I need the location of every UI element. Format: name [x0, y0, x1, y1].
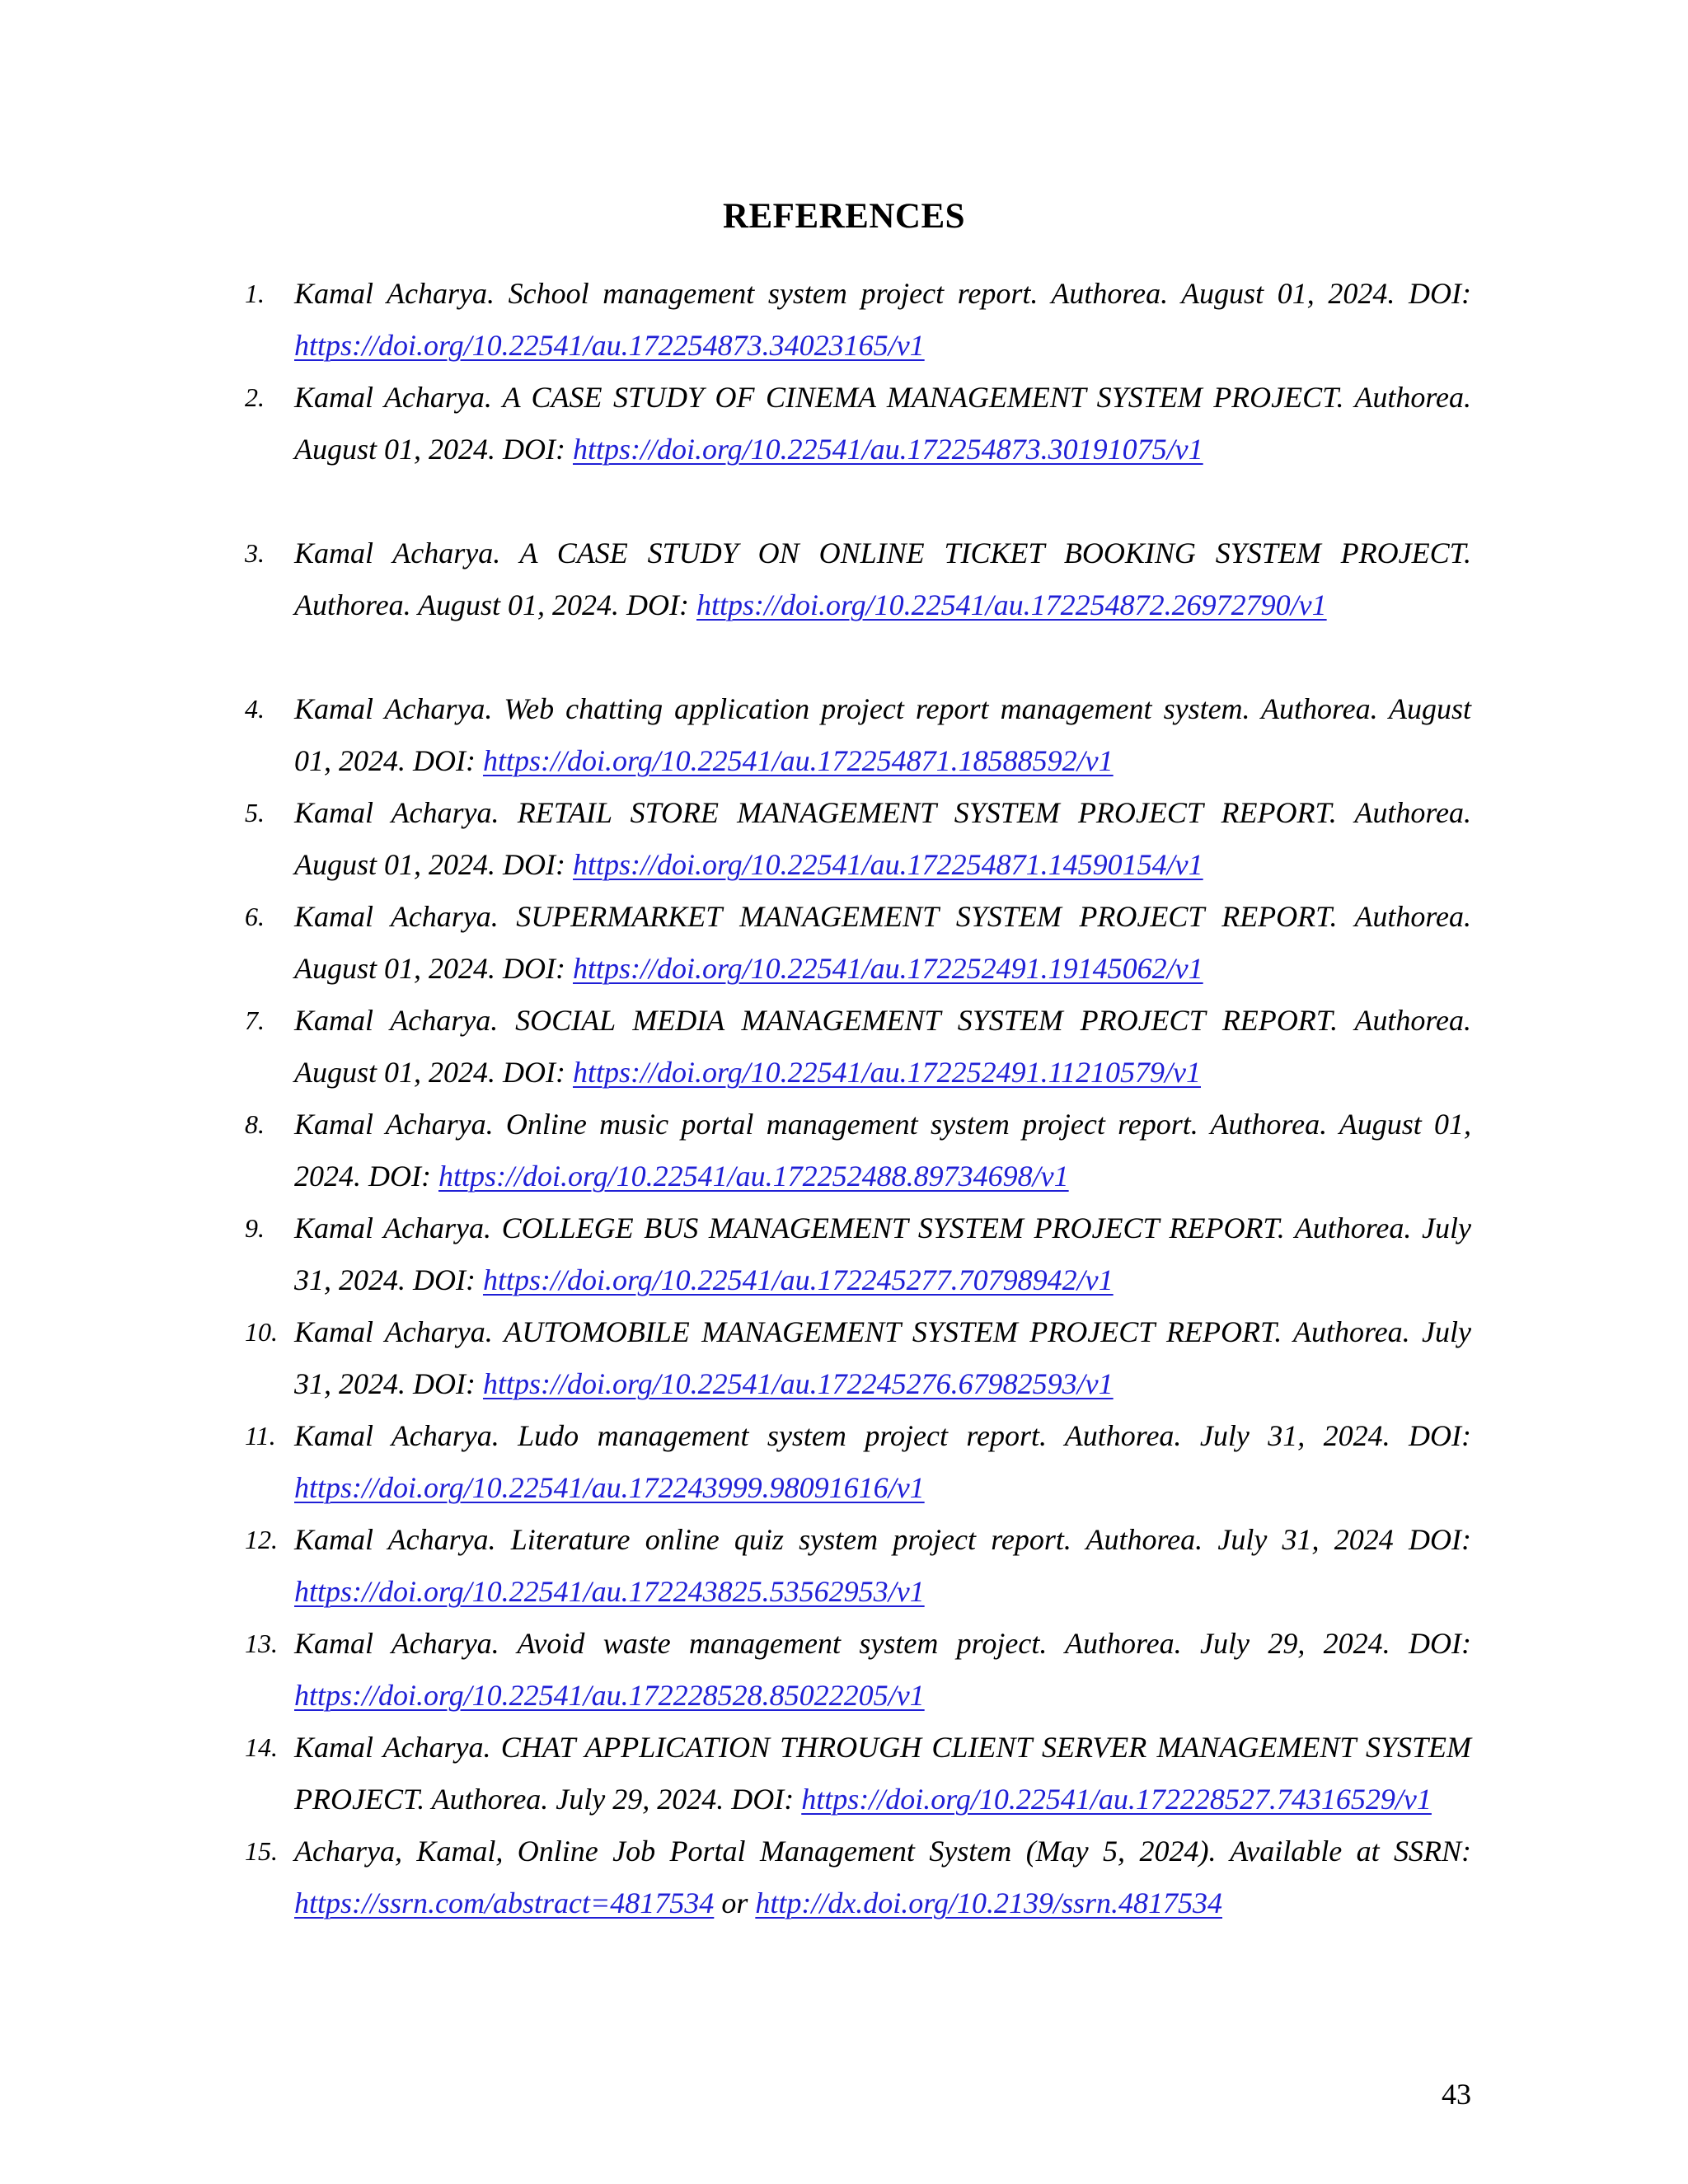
doi-link[interactable]: https://doi.org/10.22541/au.172228527.74316529/v1	[801, 1783, 1432, 1816]
doi-link[interactable]: https://doi.org/10.22541/au.172228528.85022205/v1	[294, 1679, 925, 1712]
reference-citation: Kamal Acharya. RETAIL STORE MANAGEMENT SYSTEM PROJECT REPORT. Authorea. August 01, 2024. DOI:	[294, 796, 1471, 881]
reference-text	[294, 527, 1471, 631]
reference-number: 12.	[245, 1525, 278, 1554]
reference-number: 2.	[245, 382, 265, 412]
reference-text	[294, 787, 1471, 891]
reference-text	[294, 372, 1471, 476]
reference-number: 10.	[245, 1317, 278, 1347]
ssrn-link[interactable]: https://ssrn.com/abstract=4817534	[294, 1886, 715, 1919]
doi-link[interactable]: https://doi.org/10.22541/au.172252491.11210579/v1	[572, 1056, 1201, 1089]
doi-link[interactable]: https://doi.org/10.22541/au.172254871.18588592/v1	[482, 744, 1114, 777]
reference-text	[294, 1514, 1471, 1618]
doi-link[interactable]: https://doi.org/10.22541/au.172252491.19145062/v1	[572, 952, 1203, 985]
reference-number: 5.	[245, 798, 265, 827]
reference-text	[294, 891, 1471, 995]
reference-citation: Kamal Acharya. SUPERMARKET MANAGEMENT SYSTEM PROJECT REPORT. Authorea. August 01, 2024. DOI:	[294, 900, 1471, 985]
reference-number: 3.	[245, 538, 265, 568]
reference-number: 7.	[245, 1005, 265, 1035]
reference-item-2	[245, 372, 1471, 476]
reference-text	[294, 683, 1471, 787]
reference-text	[294, 268, 1471, 372]
reference-text	[294, 1099, 1471, 1202]
reference-text	[294, 995, 1471, 1099]
reference-text	[294, 1410, 1471, 1514]
reference-number: 8.	[245, 1109, 265, 1139]
reference-item-8	[245, 1099, 1471, 1202]
reference-item-13	[245, 1618, 1471, 1722]
reference-citation: Kamal Acharya. A CASE STUDY ON ONLINE TICKET BOOKING SYSTEM PROJECT. Authorea. August 01, 2024. DOI:	[294, 537, 1471, 621]
reference-text	[294, 1306, 1471, 1410]
reference-connector: or	[714, 1886, 756, 1919]
doi-link[interactable]: https://doi.org/10.22541/au.172254872.26972790/v1	[696, 588, 1327, 621]
reference-citation: Kamal Acharya. Avoid waste management system project. Authorea. July 29, 2024. DOI:	[294, 1627, 1471, 1660]
reference-number: 15.	[245, 1836, 278, 1866]
doi-link[interactable]: https://doi.org/10.22541/au.172254873.34023165/v1	[294, 329, 925, 362]
reference-citation: Kamal Acharya. Ludo management system project report. Authorea. July 31, 2024. DOI:	[294, 1419, 1471, 1452]
reference-item-10	[245, 1306, 1471, 1410]
reference-item-5	[245, 787, 1471, 891]
reference-citation: Kamal Acharya. School management system project report. Authorea. August 01, 2024. DOI:	[294, 277, 1471, 310]
reference-item-7	[245, 995, 1471, 1099]
doi-link[interactable]: https://doi.org/10.22541/au.172243825.53562953/v1	[294, 1575, 925, 1608]
doi-link[interactable]: https://doi.org/10.22541/au.172254873.30191075/v1	[572, 433, 1203, 466]
reference-number: 6.	[245, 902, 265, 931]
reference-number: 1.	[245, 279, 265, 308]
reference-text	[294, 1618, 1471, 1722]
reference-citation: Kamal Acharya. SOCIAL MEDIA MANAGEMENT SYSTEM PROJECT REPORT. Authorea. August 01, 2024. DOI:	[294, 1004, 1471, 1089]
reference-item-3	[245, 527, 1471, 631]
reference-item-12	[245, 1514, 1471, 1618]
page-title: REFERENCES	[722, 197, 966, 236]
doi-link[interactable]: https://doi.org/10.22541/au.172245277.70798942/v1	[482, 1263, 1114, 1296]
reference-number: 9.	[245, 1213, 265, 1243]
reference-citation: Kamal Acharya. CHAT APPLICATION THROUGH CLIENT SERVER MANAGEMENT SYSTEM PROJECT. Authorea. July 29, 2024. DOI:	[294, 1731, 1471, 1816]
doi-link[interactable]: https://doi.org/10.22541/au.172252488.89734698/v1	[438, 1160, 1069, 1193]
reference-citation: Acharya, Kamal, Online Job Portal Management System (May 5, 2024). Available at SSRN:	[294, 1835, 1471, 1868]
reference-number: 14.	[245, 1732, 278, 1762]
reference-item-4	[245, 683, 1471, 787]
reference-citation: Kamal Acharya. AUTOMOBILE MANAGEMENT SYSTEM PROJECT REPORT. Authorea. July 31, 2024. DOI:	[294, 1315, 1471, 1400]
reference-citation: Kamal Acharya. COLLEGE BUS MANAGEMENT SYSTEM PROJECT REPORT. Authorea. July 31, 2024. DOI:	[294, 1212, 1471, 1296]
reference-item-1	[245, 268, 1471, 372]
reference-text	[294, 1722, 1471, 1825]
reference-citation: Kamal Acharya. Web chatting application project report management system. Authorea. August 01, 2024. DOI:	[294, 692, 1471, 777]
reference-citation: Kamal Acharya. Literature online quiz system project report. Authorea. July 31, 2024 DOI:	[294, 1523, 1471, 1556]
reference-text	[294, 1202, 1471, 1306]
page-number: 43	[1442, 2078, 1471, 2111]
reference-item-14	[245, 1722, 1471, 1825]
reference-item-6	[245, 891, 1471, 995]
reference-number: 13.	[245, 1629, 278, 1658]
doi-link[interactable]: http://dx.doi.org/10.2139/ssrn.4817534	[755, 1886, 1223, 1919]
reference-item-11	[245, 1410, 1471, 1514]
reference-number: 11.	[245, 1421, 276, 1451]
reference-citation: Kamal Acharya. A CASE STUDY OF CINEMA MANAGEMENT SYSTEM PROJECT. Authorea. August 01, 2024. DOI:	[294, 381, 1471, 466]
doi-link[interactable]: https://doi.org/10.22541/au.172243999.98091616/v1	[294, 1471, 925, 1504]
reference-text	[294, 1825, 1471, 1929]
doi-link[interactable]: https://doi.org/10.22541/au.172254871.14590154/v1	[572, 848, 1203, 881]
reference-item-9	[245, 1202, 1471, 1306]
reference-citation: Kamal Acharya. Online music portal management system project report. Authorea. August 01, 2024. DOI:	[294, 1108, 1471, 1193]
reference-item-15	[245, 1825, 1471, 1929]
doi-link[interactable]: https://doi.org/10.22541/au.172245276.67982593/v1	[482, 1367, 1114, 1400]
reference-number: 4.	[245, 694, 265, 724]
